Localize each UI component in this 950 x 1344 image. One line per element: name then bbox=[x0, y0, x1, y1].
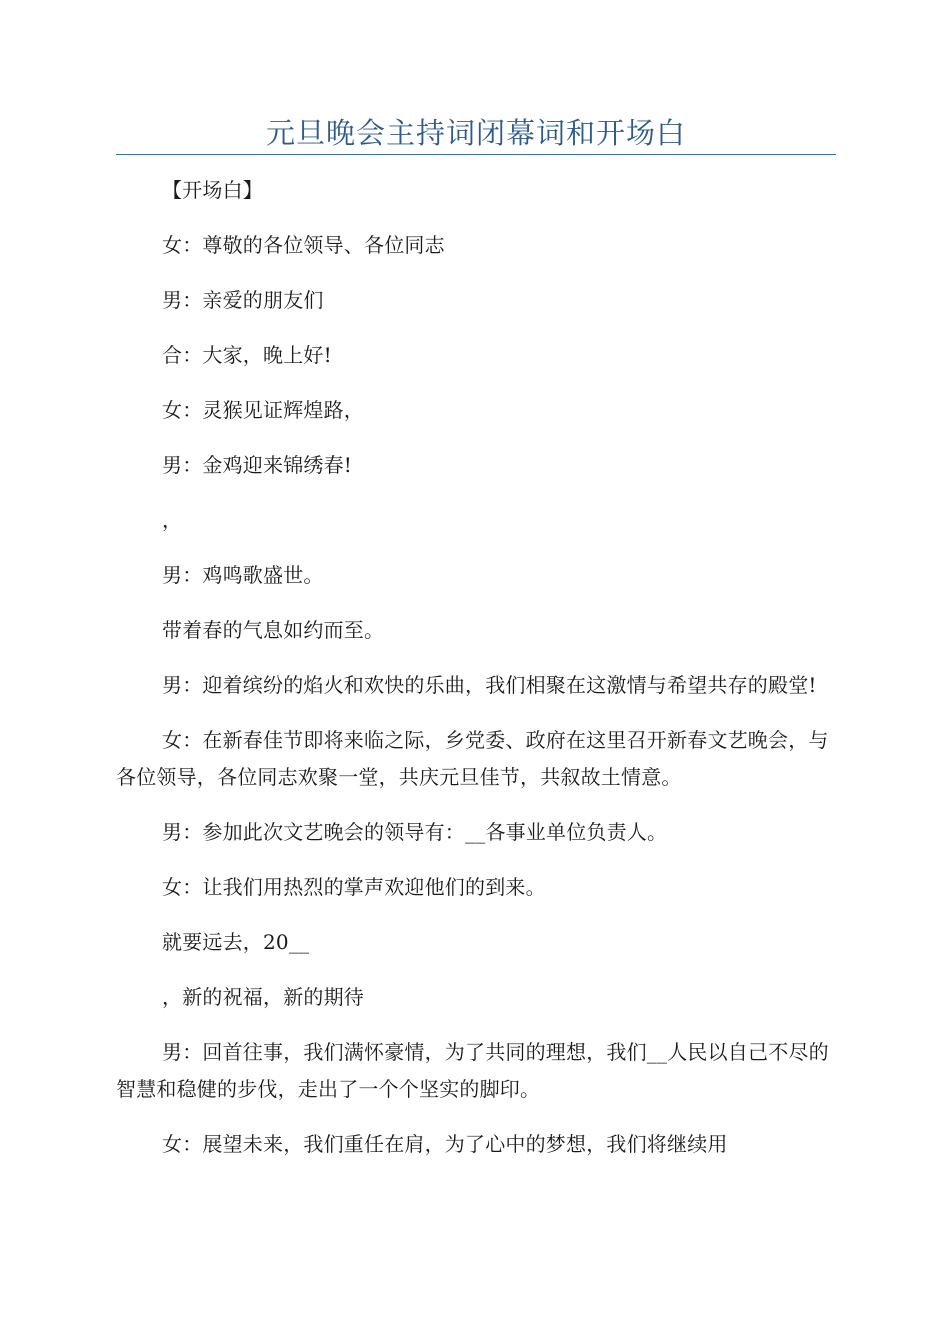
paragraph: 男：迎着缤纷的焰火和欢快的乐曲，我们相聚在这激情与希望共存的殿堂! bbox=[162, 673, 817, 697]
paragraph: 男：金鸡迎来锦绣春! bbox=[162, 453, 353, 477]
paragraph: 带着春的气息如约而至。 bbox=[162, 618, 385, 642]
title-underline bbox=[116, 154, 836, 155]
paragraph: 男：回首往事，我们满怀豪情，为了共同的理想，我们__人民以自己不尽的智慧和稳健的步伐，走出了一个个坚实的脚印。 bbox=[116, 1040, 829, 1101]
paragraph: 女：让我们用热烈的掌声欢迎他们的到来。 bbox=[162, 875, 546, 899]
paragraph: ， bbox=[162, 508, 183, 532]
paragraph: 男：鸡鸣歌盛世。 bbox=[162, 563, 324, 587]
paragraph: 就要远去，20__ bbox=[162, 930, 310, 954]
document-body bbox=[116, 172, 836, 1181]
paragraph: 女：在新春佳节即将来临之际，乡党委、政府在这里召开新春文艺晚会，与各位领导，各位同志欢聚一堂，共庆元旦佳节，共叙故土情意。 bbox=[116, 728, 829, 789]
paragraph: ，新的祝福，新的期待 bbox=[162, 985, 364, 1009]
paragraph: 女：展望未来，我们重任在肩，为了心中的梦想，我们将继续用 bbox=[162, 1132, 728, 1156]
paragraph: 男：参加此次文艺晚会的领导有：__各事业单位负责人。 bbox=[162, 820, 668, 844]
paragraph: 女：尊敬的各位领导、各位同志 bbox=[162, 233, 445, 257]
paragraph: 女：灵猴见证辉煌路， bbox=[162, 398, 364, 422]
paragraph: 合：大家，晚上好! bbox=[162, 343, 332, 367]
paragraph: 【开场白】 bbox=[162, 178, 263, 202]
document-title: 元旦晚会主持词闭幕词和开场白 bbox=[265, 116, 686, 150]
paragraph: 男：亲爱的朋友们 bbox=[162, 288, 324, 312]
